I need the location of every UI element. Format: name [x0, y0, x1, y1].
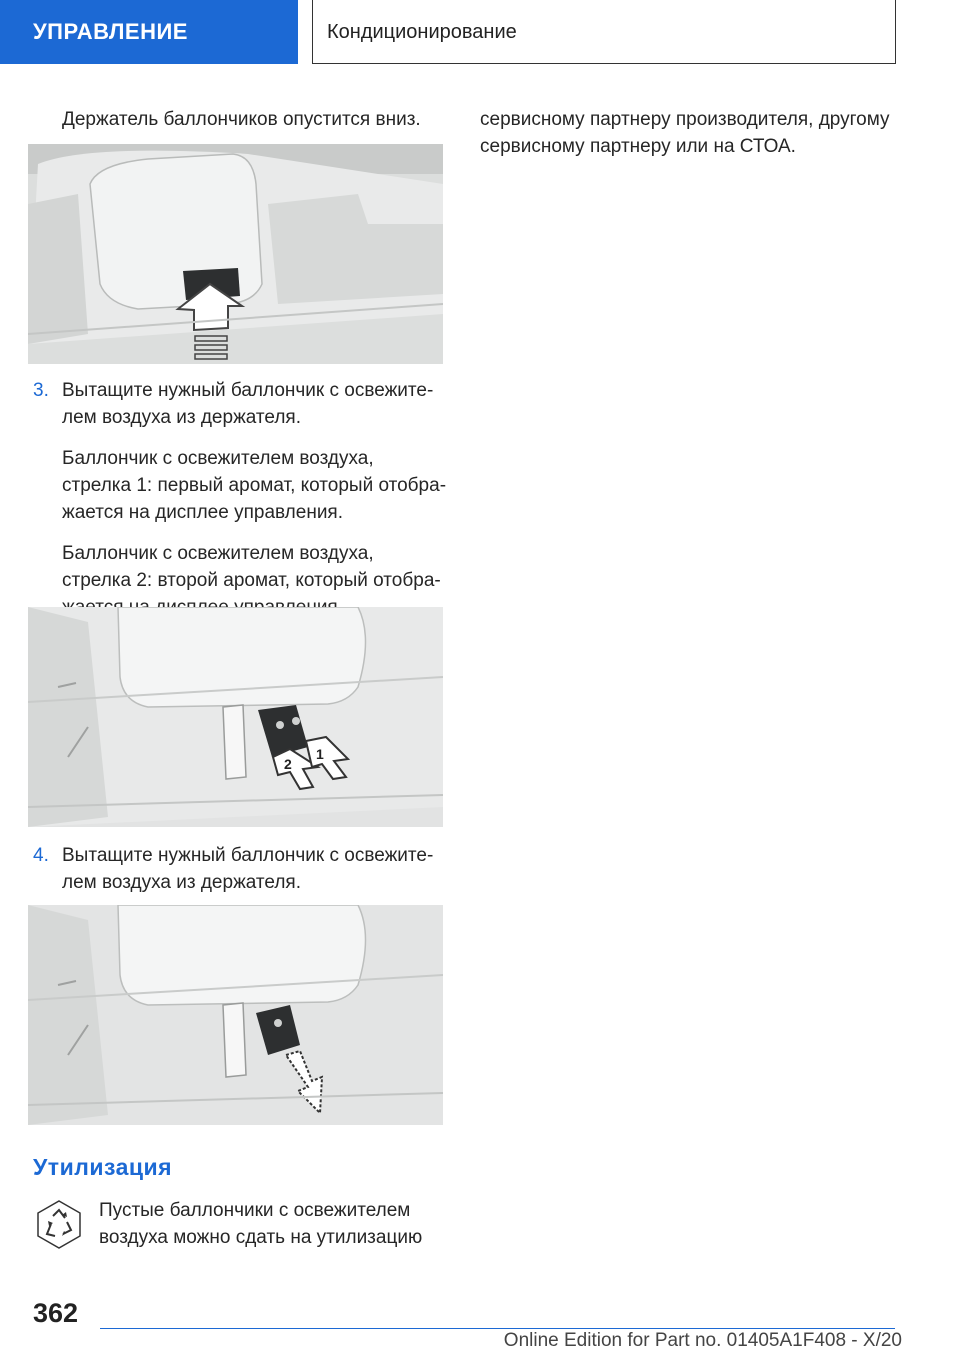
step3-text-line1: Вытащите нужный баллончик с освежите- — [62, 380, 434, 401]
right-text-line2: сервисному партнеру или на СТОА. — [480, 136, 796, 157]
figure-cartridges-arrows — [28, 607, 443, 827]
chapter-title: Кондиционирование — [312, 0, 896, 64]
step-number-3: 3. — [33, 380, 49, 401]
step3-note2-line1: Баллончик с освежителем воздуха, — [62, 543, 374, 564]
step3-note2-line2: стрелка 2: второй аромат, который отобра- — [62, 570, 441, 591]
step-number-4: 4. — [33, 845, 49, 866]
step3-note1-line3: жается на дисплее управления. — [62, 502, 344, 523]
step3-note1-line2: стрелка 1: первый аромат, который отобра- — [62, 475, 447, 496]
figure-cartridge-removal — [28, 905, 443, 1125]
right-text-line1: сервисному партнеру производителя, другому — [480, 109, 890, 130]
step3-text-line2: лем воздуха из держателя. — [62, 407, 302, 428]
disposal-heading: Утилизация — [33, 1154, 173, 1180]
disposal-text-line2: воздуха можно сдать на утилизацию — [99, 1227, 423, 1248]
step4-text-line2: лем воздуха из держателя. — [62, 872, 302, 893]
step3-note1-line1: Баллончик с освежителем воздуха, — [62, 448, 374, 469]
arrow-label-2: 2 — [284, 756, 292, 772]
recycle-icon — [33, 1198, 85, 1250]
step4-text-line1: Вытащите нужный баллончик с освежите- — [62, 845, 434, 866]
disposal-text-line1: Пустые баллончики с освежителем — [99, 1200, 411, 1221]
figure-holder-lowering — [28, 144, 443, 364]
arrow-label-1: 1 — [316, 746, 324, 762]
intro-text: Держатель баллончиков опустится вниз. — [62, 109, 421, 130]
footer-edition: Online Edition for Part no. 01405A1F408 - X/20 — [503, 1330, 902, 1351]
section-tab: УПРАВЛЕНИЕ — [0, 0, 298, 64]
footer-divider — [100, 1328, 895, 1329]
page-number: 362 — [33, 1298, 79, 1328]
